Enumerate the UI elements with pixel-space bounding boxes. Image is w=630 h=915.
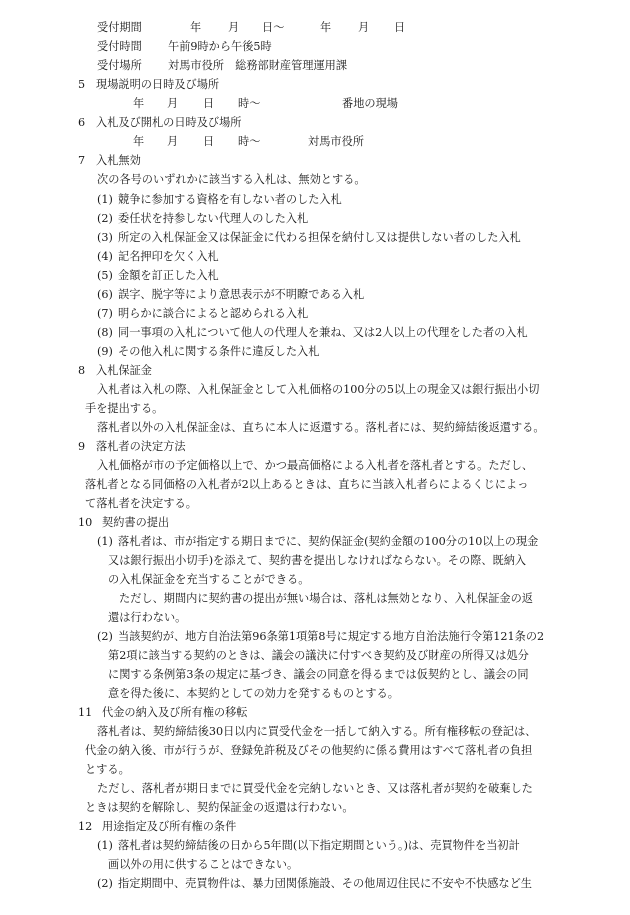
section-5-title: 現場説明の日時及び場所 — [96, 78, 220, 91]
section-9-number: 9 — [78, 440, 86, 453]
reception-place-value: 対馬市役所 総務部財産管理運用課 — [168, 59, 348, 72]
reception-period-month-1: 月 — [228, 21, 240, 34]
section-9-line-1: 入札価格が市の予定価格以上で、かつ最高価格による入札者を落札者とする。ただし、 — [97, 459, 534, 472]
section-10-item-2-number: (2) — [97, 630, 113, 643]
list-item: 明らかに談合によると認められる入札 — [118, 307, 309, 320]
section-8-paragraph-1-line-1: 入札者は入札の際、入札保証金として入札価格の100分の5以上の現金又は銀行振出小切 — [97, 383, 540, 396]
reception-period-year-1: 年 — [190, 21, 202, 34]
list-item: 誤字、脱字等により意思表示が不明瞭である入札 — [118, 288, 365, 301]
section-12-item-2-number: (2) — [97, 877, 113, 890]
section-11-title: 代金の納入及び所有権の移転 — [102, 706, 248, 719]
section-11-line-1: 落札者は、契約締結後30日以内に買受代金を一括して納入する。所有権移転の登記は、 — [97, 725, 537, 738]
section-10-item-2-line-2: 第2項に該当する契約のときは、議会の議決に付すべき契約及び財産の所得又は処分 — [108, 649, 529, 662]
section-10-item-1-line-4: ただし、期間内に契約書の提出が無い場合は、落札は無効となり、入札保証金の返 — [119, 592, 533, 605]
section-12-item-2-line-1: 指定期間中、売買物件は、暴力団関係施設、その他周辺住民に不安や不快感など生 — [118, 877, 532, 890]
reception-time-label: 受付時間 — [97, 40, 142, 53]
section-10-item-1-line-2: 又は銀行振出小切手)を添えて、契約書を提出しなければならない。その際、既納入 — [108, 554, 527, 567]
section-10-number: 10 — [78, 516, 93, 529]
list-item-number: (5) — [97, 269, 113, 282]
section-8-paragraph-1-line-2: 手を提出する。 — [85, 402, 164, 415]
list-item: 同一事項の入札について他人の代理人を兼ね、又は2人以上の代理をした者の入札 — [118, 326, 528, 339]
section-10-item-2-line-1: 当該契約が、地方自治法第96条第1項第8号に規定する地方自治法施行令第121条の2 — [118, 630, 545, 643]
list-item-number: (2) — [97, 212, 113, 225]
reception-period-year-2: 年 — [320, 21, 332, 34]
list-item: 競争に参加する資格を有しない者のした入札 — [118, 193, 342, 206]
list-item: 所定の入札保証金又は保証金に代わる担保を納付し又は提供しない者のした入札 — [118, 231, 521, 244]
reception-place-label: 受付場所 — [97, 59, 142, 72]
section-10-item-2-line-4: 意を得た後に、本契約としての効力を発するものとする。 — [108, 687, 399, 700]
section-12-item-1-number: (1) — [97, 839, 113, 852]
section-10-title: 契約書の提出 — [102, 516, 170, 529]
reception-time-value: 午前9時から午後5時 — [168, 40, 272, 53]
section-7-title: 入札無効 — [96, 154, 141, 167]
section-8-paragraph-2: 落札者以外の入札保証金は、直ちに本人に返還する。落札者には、契約締結後返還する。 — [97, 421, 545, 434]
section-7-number: 7 — [78, 154, 86, 167]
section-6-day: 日 — [203, 135, 215, 148]
section-11-line-4: ただし、落札者が期日までに買受代金を完納しないとき、又は落札者が契約を破棄した — [97, 782, 533, 795]
section-11-number: 11 — [78, 706, 93, 719]
section-6-hour: 時〜 — [238, 135, 261, 148]
reception-period-day-2: 日 — [394, 21, 406, 34]
section-12-item-1-line-1: 落札者は契約締結後の日から5年間(以下指定期間という。)は、売買物件を当初計 — [118, 839, 520, 852]
section-5-number: 5 — [78, 78, 86, 91]
section-6-title: 入札及び開札の日時及び場所 — [96, 116, 242, 129]
list-item-number: (8) — [97, 326, 113, 339]
section-6-number: 6 — [78, 116, 86, 129]
section-10-item-1-line-5: 還は行わない。 — [108, 611, 187, 624]
section-5-day: 日 — [203, 97, 215, 110]
list-item: その他入札に関する条件に違反した入札 — [118, 345, 320, 358]
list-item-number: (9) — [97, 345, 113, 358]
section-10-item-2-line-3: に関する条例第3条の規定に基づき、議会の同意を得るまでは仮契約とし、議会の同 — [108, 668, 529, 681]
reception-period-day-1: 日〜 — [262, 21, 285, 34]
list-item-number: (6) — [97, 288, 113, 301]
section-10-item-1-line-3: の入札保証金を充当することができる。 — [108, 573, 310, 586]
reception-period-label: 受付期間 — [97, 21, 142, 34]
section-5-hour: 時〜 — [238, 97, 261, 110]
section-11-line-3: とする。 — [85, 763, 130, 776]
section-10-item-1-line-1: 落札者は、市が指定する期日までに、契約保証金(契約金額の100分の10以上の現金 — [118, 535, 539, 548]
section-6-year: 年 — [133, 135, 145, 148]
section-11-line-2: 代金の納入後、市が行うが、登録免許税及びその他契約に係る費用はすべて落札者の負担 — [85, 744, 533, 757]
section-6-place: 対馬市役所 — [308, 135, 364, 148]
section-10-item-1-number: (1) — [97, 535, 113, 548]
section-8-title: 入札保証金 — [96, 364, 152, 377]
section-5-month: 月 — [167, 97, 179, 110]
section-9-line-3: て落札者を決定する。 — [85, 497, 197, 510]
list-item: 金額を訂正した入札 — [118, 269, 219, 282]
list-item: 委任状を持参しない代理人のした入札 — [118, 212, 309, 225]
section-6-month: 月 — [167, 135, 179, 148]
section-11-line-5: ときは契約を解除し、契約保証金の返還は行わない。 — [85, 801, 354, 814]
section-9-title: 落札者の決定方法 — [96, 440, 186, 453]
section-12-item-1-line-2: 画以外の用に供することはできない。 — [108, 858, 299, 871]
section-12-title: 用途指定及び所有権の条件 — [102, 820, 237, 833]
section-5-year: 年 — [133, 97, 145, 110]
section-7-intro: 次の各号のいずれかに該当する入札は、無効とする。 — [97, 173, 366, 186]
list-item-number: (3) — [97, 231, 113, 244]
section-9-line-2: 落札者となる同価格の入札者が2以上あるときは、直ちに当該入札者らによるくじによっ — [85, 478, 529, 491]
reception-period-month-2: 月 — [358, 21, 370, 34]
list-item-number: (1) — [97, 193, 113, 206]
list-item-number: (7) — [97, 307, 113, 320]
section-8-number: 8 — [78, 364, 86, 377]
section-12-number: 12 — [78, 820, 93, 833]
list-item: 記名押印を欠く入札 — [118, 250, 219, 263]
list-item-number: (4) — [97, 250, 113, 263]
section-5-place: 番地の現場 — [342, 97, 398, 110]
